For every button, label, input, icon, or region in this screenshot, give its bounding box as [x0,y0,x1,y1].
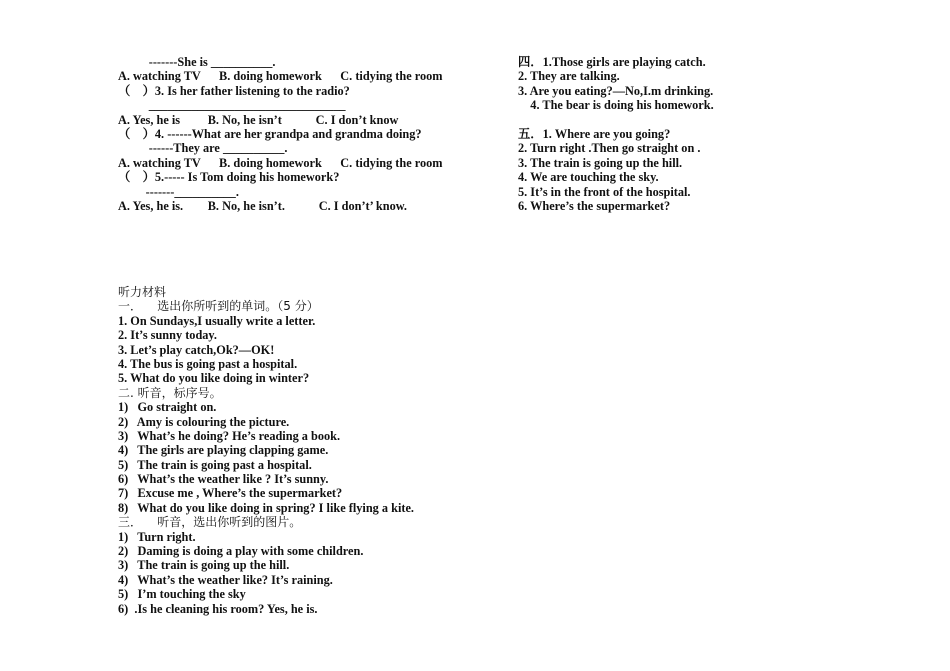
section-two-item: 6) What’s the weather like ? It’s sunny. [118,472,329,487]
section-five-line: 6. Where’s the supermarket? [518,198,671,213]
section-four-line: 3. Are you eating?—No,I.m drinking. [518,83,714,98]
section-four-line: 2. They are talking. [518,69,620,84]
section-three-item: 2) Daming is doing a play with some children. [118,544,364,559]
section-four [518,55,714,113]
section-one-item: 1. On Sundays,I usually write a letter. [118,313,316,328]
listening-material [118,285,414,616]
section-three-item: 4) What’s the weather like? It’s raining. [118,572,333,587]
section-three-item: 3) The train is going up the hill. [118,558,290,573]
options-line: A. watching TV B. doing homework C. tidying the room [118,69,443,84]
section-two-heading: 二. 听音，标序号。 [118,385,222,400]
section-three-item: 6) .Is he cleaning his room? Yes, he is. [118,601,318,616]
listening-title: 听力材料 [118,285,167,299]
section-five-line: 五．1. Where are you going? [518,126,671,141]
section-two-item: 7) Excuse me , Where’s the supermarket? [118,486,343,501]
left-question-column [118,55,443,213]
section-three-heading: 三． 听音，选出你听到的图片。 [118,515,302,530]
section-four-line: 4. The bear is doing his homework. [518,98,714,113]
section-two-item: 2) Amy is colouring the picture. [118,414,290,429]
question-line: ------They are __________. [118,141,288,156]
options-line: A. Yes, he is. B. No, he isn’t. C. I don’t’ know. [118,198,408,213]
section-one-item: 3. Let’s play catch,Ok?—OK! [118,342,275,357]
section-two-item: 3) What’s he doing? He’s reading a book. [118,428,341,443]
question-line: -------She is __________. [118,55,276,69]
question-line: -------__________. [118,184,239,199]
section-five-line: 3. The train is going up the hill. [518,155,683,170]
options-line: A. Yes, he is B. No, he isn’t C. I don’t know [118,112,399,127]
question-line: （ ）4. ------What are her grandpa and grandma doing? [118,126,422,141]
section-one-heading: 一． 选出你所听到的单词。（5 分） [118,299,319,314]
section-three-item: 1) Turn right. [118,529,196,544]
section-five-line: 4. We are touching the sky. [518,170,659,185]
right-answer-column [518,55,714,213]
section-one-item: 5. What do you like doing in winter? [118,371,310,386]
answer-blank-line: ________________________________ [118,98,346,113]
section-one-item: 4. The bus is going past a hospital. [118,356,298,371]
section-two-item: 4) The girls are playing clapping game. [118,443,329,458]
question-line: （ ）3. Is her father listening to the radio? [118,83,350,98]
section-one-item: 2. It’s sunny today. [118,328,217,343]
section-five-line: 2. Turn right .Then go straight on . [518,141,701,156]
section-two-item: 8) What do you like doing in spring? I like flying a kite. [118,500,414,515]
section-four-line: 四．1.Those girls are playing catch. [518,55,706,69]
section-two-item: 1) Go straight on. [118,400,217,415]
section-five-line: 5. It’s in the front of the hospital. [518,184,691,199]
question-line: （ ）5.----- Is Tom doing his homework? [118,170,340,185]
section-two-item: 5) The train is going past a hospital. [118,457,312,472]
section-three-item: 5) I’m touching the sky [118,587,246,602]
options-line: A. watching TV B. doing homework C. tidying the room [118,155,443,170]
section-five [518,127,714,213]
